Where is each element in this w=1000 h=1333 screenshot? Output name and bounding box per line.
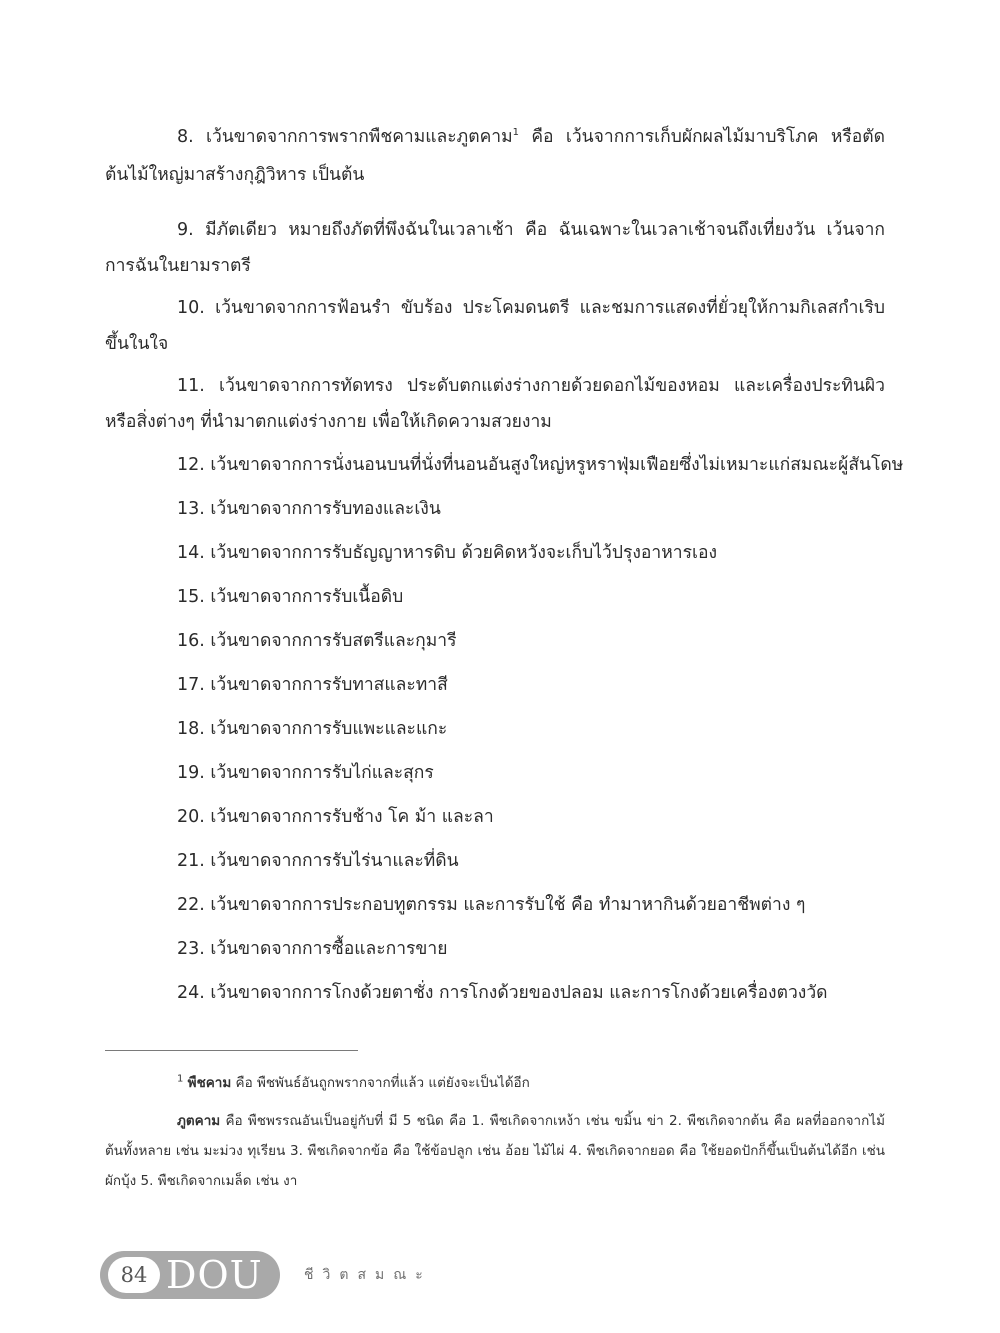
- footer-badge: [100, 1251, 280, 1299]
- list-item-19: 19. เว้นขาดจากการรับไก่และสุกร: [177, 763, 434, 783]
- paragraph-8: [105, 118, 885, 194]
- footnote-text-1: คือ พืชพันธ์อันถูกพรากจากที่แล้ว แต่ยังจะเป็นได้อีก: [231, 1075, 530, 1091]
- dou-logo: DOU: [166, 1253, 263, 1297]
- list-item-17: 17. เว้นขาดจากการรับทาสและทาสี: [177, 675, 448, 695]
- list-item-12: 12. เว้นขาดจากการนั่งนอนบนที่นั่งที่นอนอันสูงใหญ่หรูหราฟุ่มเฟือยซึ่งไม่เหมาะแก่สมณะผู้สันโดษ: [177, 455, 904, 475]
- footnote-2: [105, 1106, 885, 1196]
- footnote-term-1: พืชคาม: [187, 1075, 232, 1091]
- list-item-22: 22. เว้นขาดจากการประกอบทูตกรรม และการรับใช้ คือ ทำมาหากินด้วยอาชีพต่าง ๆ: [177, 895, 806, 915]
- footnote-ref-1[interactable]: 1: [512, 127, 520, 139]
- list-item-23: 23. เว้นขาดจากการซื้อและการขาย: [177, 939, 448, 959]
- page-footer: [100, 1249, 432, 1301]
- paragraph-9: 9. มีภัตเดียว หมายถึงภัตที่พึงฉันในเวลาเช้า คือ ฉันเฉพาะในเวลาเช้าจนถึงเที่ยงวัน เว้นจากการฉันในยามราตรี: [105, 220, 885, 276]
- list-item-13: 13. เว้นขาดจากการรับทองและเงิน: [177, 499, 441, 519]
- footnote-term-2: ภูตคาม: [177, 1113, 221, 1129]
- paragraph-8-text-cont: คือ เว้นจากการเก็บผักผลไม้มาบริโภค หรือตัดต้นไม้ใหญ่มาสร้างกุฎิวิหาร เป็นต้น: [105, 127, 885, 185]
- list-item-16: 16. เว้นขาดจากการรับสตรีและกุมารี: [177, 631, 457, 651]
- list-item-21: 21. เว้นขาดจากการรับไร่นาและที่ดิน: [177, 851, 459, 871]
- list-item-15: 15. เว้นขาดจากการรับเนื้อดิบ: [177, 587, 404, 607]
- page-number: 84: [108, 1257, 160, 1293]
- book-title: ชีวิตสมณะ: [304, 1267, 432, 1283]
- main-text: [105, 118, 904, 1018]
- footnotes: [105, 1068, 885, 1204]
- footnote-1: [105, 1068, 885, 1098]
- list-item-14: 14. เว้นขาดจากการรับธัญญาหารดิบ ด้วยคิดหวังจะเก็บไว้ปรุงอาหารเอง: [177, 543, 718, 563]
- paragraph-10: 10. เว้นขาดจากการฟ้อนรำ ขับร้อง ประโคมดนตรี และชมการแสดงที่ยั่วยุให้กามกิเลสกำเริบขึ้นในใจ: [105, 298, 885, 354]
- paragraph-8-text: 8. เว้นขาดจากการพรากพืชคามและภูตคาม: [177, 127, 513, 147]
- list-item-20: 20. เว้นขาดจากการรับช้าง โค ม้า และลา: [177, 807, 494, 827]
- footnote-marker: 1: [177, 1073, 184, 1085]
- footnote-divider: [105, 1050, 358, 1051]
- footnote-text-2: คือ พืชพรรณอันเป็นอยู่กับที่ มี 5 ชนิด คือ 1. พืชเกิดจากเหง้า เช่น ขมิ้น ข่า 2. พืชเกิดจากต้น คือ ผลที่ออกจากไม้ต้นทั้งหลาย เช่น มะม่วง ทุเรียน 3. พืชเกิดจากข้อ คือ ใช้ข้อปลูก เช่น อ้อย ไม้ไผ่ 4. พืชเกิดจากยอด คือ ใช้ยอดปักก็ขึ้นเป็นต้นได้อีก เช่น ผักบุ้ง 5. พืชเกิดจากเมล็ด เช่น งา: [105, 1113, 885, 1189]
- paragraph-11: 11. เว้นขาดจากการทัดทรง ประดับตกแต่งร่างกายด้วยดอกไม้ของหอม และเครื่องประทินผิว หรือสิ่งต่างๆ ที่นำมาตกแต่งร่างกาย เพื่อให้เกิดความสวยงาม: [105, 376, 885, 432]
- list-item-18: 18. เว้นขาดจากการรับแพะและแกะ: [177, 719, 448, 739]
- list-item-24: 24. เว้นขาดจากการโกงด้วยตาชั่ง การโกงด้วยของปลอม และการโกงด้วยเครื่องตวงวัด: [177, 983, 828, 1003]
